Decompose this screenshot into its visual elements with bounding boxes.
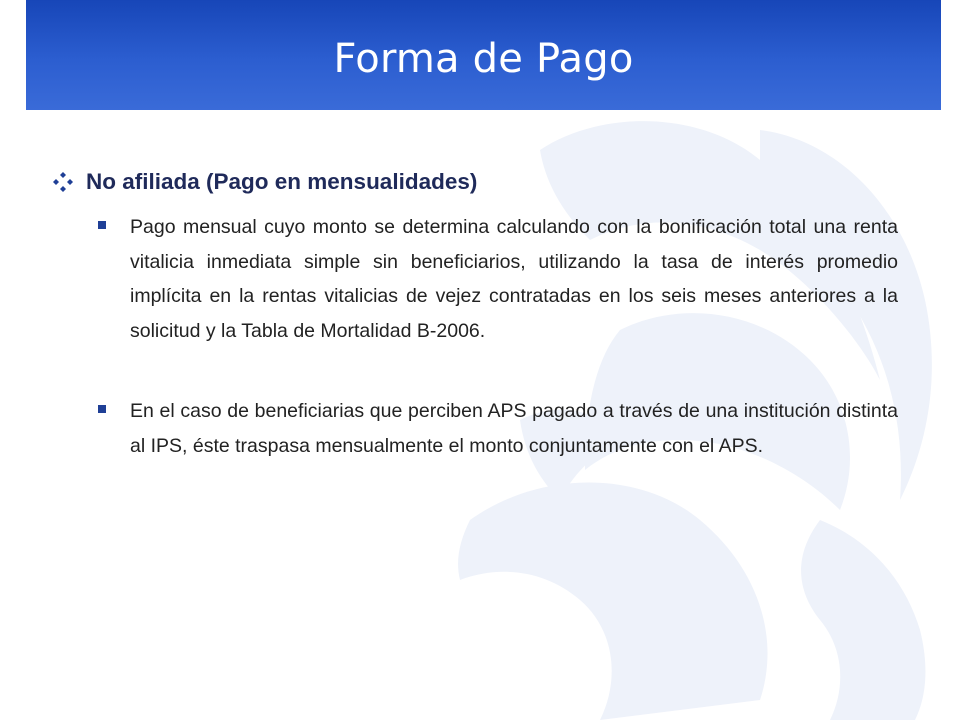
bullet-item: [98, 394, 898, 463]
section-heading: No afiliada (Pago en mensualidades): [86, 169, 478, 194]
slide-content: [52, 162, 898, 463]
diamond-bullet-icon: [52, 171, 74, 193]
bullet-item: [98, 210, 898, 348]
bullet-text: Pago mensual cuyo monto se determina calculando con la bonificación total una renta vitalicia inmediata simple sin beneficiarios, utilizando la tasa de interés promedio implícita en la rentas vitalicias de vejez contratadas en los seis meses anteriores a la solicitud y la Tabla de Mortalidad B-2006.: [130, 216, 898, 342]
slide-title: Forma de Pago: [333, 36, 634, 82]
heading-row: [52, 162, 898, 202]
square-bullet-icon: [98, 221, 106, 229]
title-bar: [26, 0, 941, 110]
square-bullet-icon: [98, 405, 106, 413]
bullet-text: En el caso de beneficiarias que perciben APS pagado a través de una institución distinta al IPS, éste traspasa mensualmente el monto conjuntamente con el APS.: [130, 400, 898, 457]
